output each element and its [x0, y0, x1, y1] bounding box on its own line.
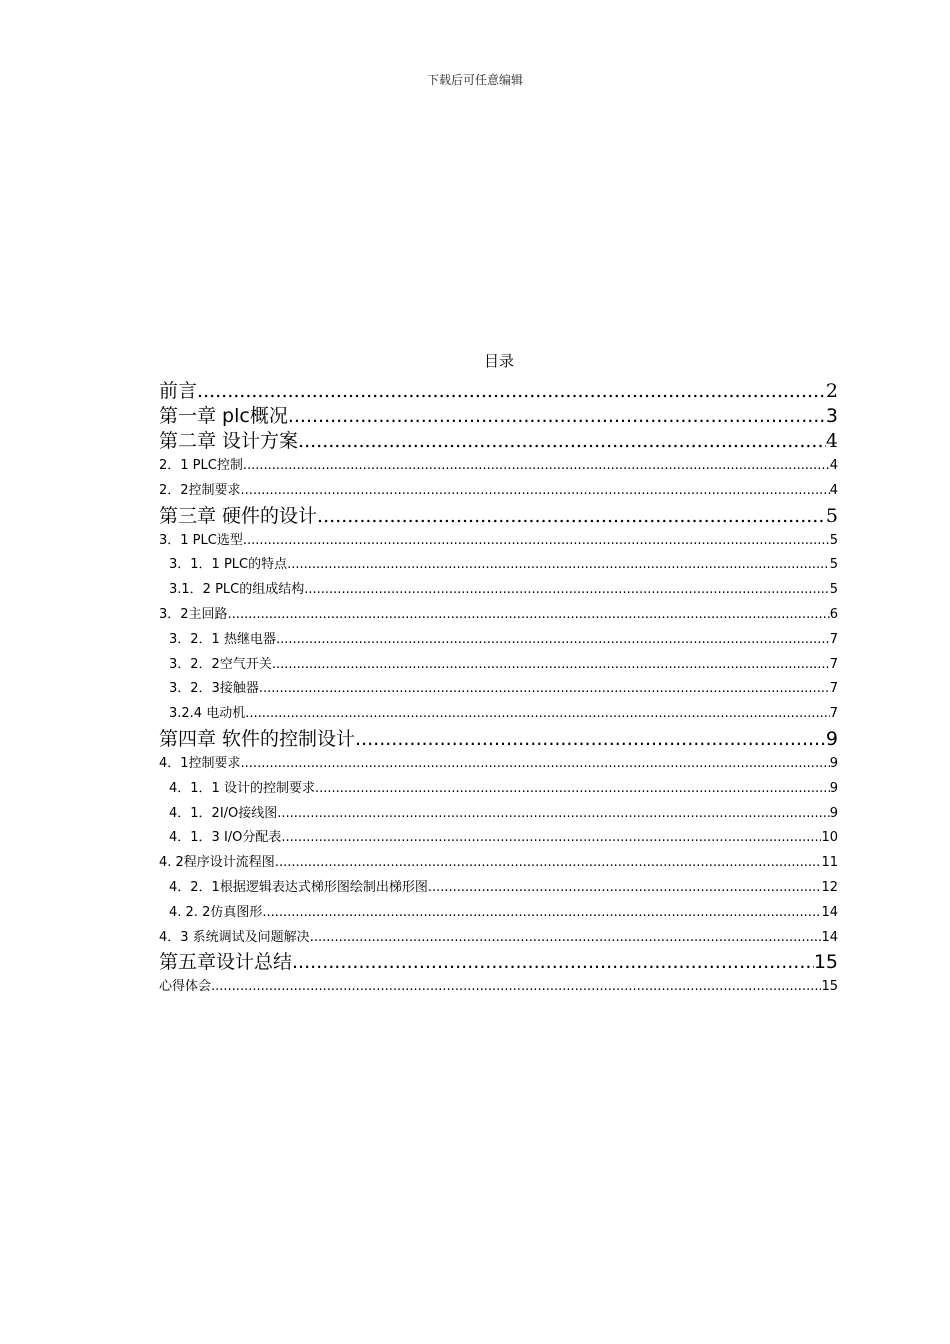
toc-entry-label: 2．1 PLC控制 [159, 458, 243, 473]
toc-leader-dots [243, 529, 830, 554]
toc-leader-dots [428, 876, 822, 901]
toc-leader-dots [304, 578, 829, 603]
toc-leader-dots [197, 379, 826, 404]
toc-leader-dots [272, 653, 830, 678]
toc-entry-page: 4 [829, 458, 838, 473]
toc-entry-page: 9 [829, 805, 838, 821]
toc-entry-page: 9 [829, 755, 838, 771]
toc-entry-page: 10 [821, 830, 838, 846]
toc-entry-label: 第四章 软件的控制设计 [159, 727, 356, 750]
toc-entry[interactable] [159, 851, 838, 876]
toc-entry-label: 4. 2程序设计流程图 [159, 855, 275, 871]
toc-leader-dots [245, 702, 830, 727]
toc-entry-page: 15 [813, 951, 838, 974]
toc-entry[interactable] [159, 603, 838, 628]
toc-entry-label: 3．2主回路 [159, 606, 228, 622]
toc-entry[interactable] [159, 578, 838, 603]
toc-leader-dots [241, 752, 830, 777]
toc-entry-label: 3.1．2 PLC的组成结构 [169, 582, 305, 598]
toc-title: 目录 [483, 352, 514, 370]
toc-entry-page: 4 [829, 482, 838, 498]
toc-entry[interactable] [159, 379, 838, 404]
toc-entry-page: 15 [821, 979, 838, 995]
toc-entry[interactable] [159, 926, 838, 951]
toc-leader-dots [315, 777, 830, 802]
toc-entry-page: 9 [829, 780, 838, 796]
toc-entry[interactable] [159, 901, 838, 926]
toc-entry-label: 2．2控制要求 [159, 482, 241, 498]
toc-entry-label: 前言 [159, 380, 198, 402]
toc-entry-page: 7 [829, 656, 838, 672]
toc-entry-label: 3．2．3接触器 [169, 681, 259, 697]
toc-entry-page: 6 [829, 606, 838, 622]
toc-entry-label: 第三章 硬件的设计 [159, 504, 318, 527]
toc-leader-dots [276, 628, 830, 653]
toc-entry[interactable] [159, 429, 838, 454]
toc-leader-dots [317, 504, 826, 529]
toc-leader-dots [211, 975, 821, 1000]
toc-entry[interactable] [159, 653, 838, 678]
toc-leader-dots [310, 926, 822, 951]
toc-leader-dots [355, 727, 826, 752]
toc-entry-page: 3 [825, 405, 838, 427]
page-header: 下载后可任意编辑 [426, 73, 523, 87]
toc-entry[interactable] [159, 826, 838, 851]
toc-entry[interactable] [159, 677, 838, 702]
toc-entry-page: 7 [829, 706, 838, 722]
toc-entry-page: 2 [825, 380, 838, 402]
toc-entry-label: 3．2．1 热继电器 [169, 631, 276, 647]
toc-leader-dots [275, 851, 822, 876]
toc-entry[interactable] [159, 628, 838, 653]
toc-entry[interactable] [159, 702, 838, 727]
toc-entry-label: 3．1 PLC选型 [159, 532, 243, 548]
toc-entry[interactable] [159, 404, 838, 429]
toc-entry-page: 7 [829, 631, 838, 647]
toc-entry[interactable] [159, 752, 838, 777]
toc-entry-label: 第二章 设计方案 [159, 430, 299, 452]
toc-leader-dots [228, 603, 830, 628]
toc-entry-page: 14 [821, 904, 838, 920]
toc-entry-page: 4 [825, 430, 838, 452]
toc-entry[interactable] [159, 454, 838, 479]
toc-entry-label: 3．2．2空气开关 [169, 656, 272, 672]
toc-entry-label: 4．3 系统调试及问题解决 [159, 929, 310, 945]
toc-leader-dots [281, 826, 821, 851]
table-of-contents [159, 379, 838, 1000]
toc-entry-page: 14 [821, 929, 838, 945]
toc-entry[interactable] [159, 950, 838, 975]
toc-entry-label: 3．1．1 PLC的特点 [169, 557, 288, 573]
toc-entry-label: 3.2.4 电动机 [169, 706, 246, 722]
toc-entry-label: 第一章 plc概况 [159, 405, 288, 427]
toc-entry-page: 5 [825, 504, 838, 527]
toc-leader-dots [292, 950, 814, 975]
toc-entry-label: 心得体会 [159, 979, 212, 995]
toc-entry-label: 4. 2. 2仿真图形 [169, 904, 263, 920]
toc-entry-label: 4．1．1 设计的控制要求 [169, 780, 315, 796]
toc-entry[interactable] [159, 975, 838, 1000]
toc-leader-dots [241, 479, 830, 504]
toc-entry[interactable] [159, 777, 838, 802]
toc-entry[interactable] [159, 727, 838, 752]
toc-entry[interactable] [159, 504, 838, 529]
toc-entry-page: 5 [829, 557, 838, 573]
toc-entry[interactable] [159, 479, 838, 504]
toc-leader-dots [277, 802, 829, 827]
toc-leader-dots [287, 553, 830, 578]
toc-entry-page: 9 [825, 727, 838, 750]
toc-leader-dots [288, 404, 826, 429]
toc-entry-page: 11 [821, 855, 838, 871]
toc-entry[interactable] [159, 553, 838, 578]
toc-leader-dots [259, 677, 830, 702]
toc-entry[interactable] [159, 876, 838, 901]
toc-entry-label: 4．1．3 I/O分配表 [169, 830, 282, 846]
toc-entry-page: 5 [829, 532, 838, 548]
toc-entry[interactable] [159, 802, 838, 827]
toc-entry-label: 4．1控制要求 [159, 755, 241, 771]
toc-entry-page: 5 [829, 582, 838, 598]
toc-entry[interactable] [159, 529, 838, 554]
toc-leader-dots [243, 454, 830, 479]
toc-entry-label: 4．1．2I/O接线图 [169, 805, 278, 821]
toc-entry-label: 第五章设计总结 [159, 951, 293, 974]
toc-entry-page: 7 [829, 681, 838, 697]
toc-leader-dots [298, 429, 826, 454]
toc-entry-label: 4．2．1根据逻辑表达式梯形图绘制出梯形图 [169, 879, 428, 895]
toc-leader-dots [262, 901, 821, 926]
toc-entry-page: 12 [821, 879, 838, 895]
